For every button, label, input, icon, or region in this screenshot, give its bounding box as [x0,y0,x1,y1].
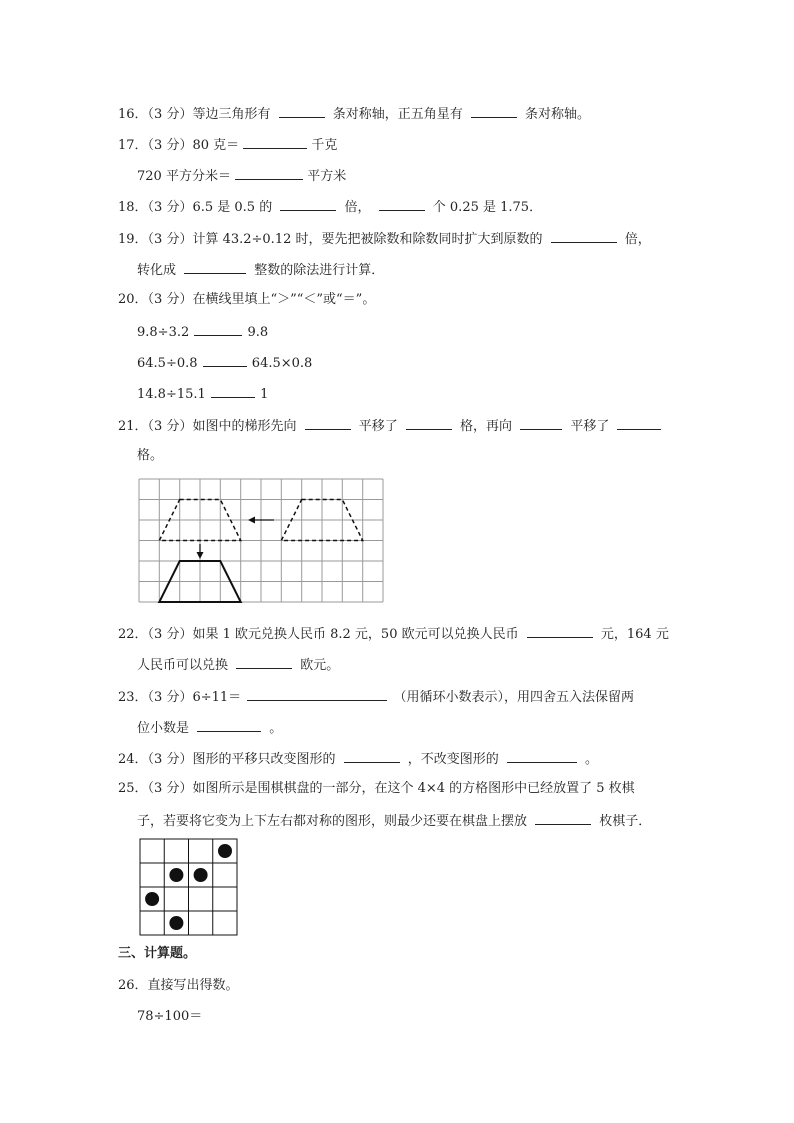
q20-row1-left: 9.8÷3.2 [137,325,190,340]
q16-text-c: 条对称轴。 [525,107,591,122]
q22-line1-b: 元，164 元 [600,627,669,642]
q21-text-c: 格，再向 [460,419,513,434]
q23-line1-a: 23．（3 分）6÷11＝ [118,690,242,705]
answer-blank[interactable] [406,416,452,430]
go-stone [218,844,232,858]
question-21-line-2 [137,447,163,465]
question-19-line-1 [118,229,651,249]
q22-line1-a: 22．（3 分）如果 1 欧元兑换人民币 8.2 元，50 欧元可以兑换人民币 [118,627,519,642]
answer-blank[interactable] [280,197,336,211]
q20-row1-right: 9.8 [247,325,269,340]
answer-blank[interactable] [551,229,617,243]
answer-blank[interactable] [243,135,307,149]
question-22-line-2 [137,655,339,675]
q20-row-2 [137,353,312,373]
q20-row-3 [137,384,268,404]
go-stone [169,916,183,930]
question-17-line-2 [137,166,346,186]
go-stone [169,868,183,882]
q21-text-a: 21．（3 分）如图中的梯形先向 [118,419,297,434]
answer-blank[interactable] [197,718,261,732]
q24-text-a: 24．（3 分）图形的平移只改变图形的 [118,752,336,767]
section-3-title [118,945,196,963]
question-22-line-1 [118,624,669,644]
question-26-title [118,977,239,995]
q19-line1-b: 倍， [624,232,651,247]
question-16 [118,104,590,124]
answer-blank[interactable] [305,416,351,430]
q18-text-c: 个 0.25 是 1.75． [432,200,543,215]
q20-row3-right: 1 [260,387,269,402]
q24-text-c: 。 [585,752,599,767]
q20-row3-left: 14.8÷15.1 [137,387,206,402]
q17-line2-a: 720 平方分米＝ [137,169,231,184]
q21-line2: 格。 [137,448,164,463]
answer-blank[interactable] [527,624,593,638]
q26-item-1 [137,1008,202,1026]
answer-blank[interactable] [279,104,325,118]
question-17-line-1 [118,135,337,155]
q22-line2-a: 人民币可以兑换 [137,658,229,673]
q18-text-a: 18．（3 分）6.5 是 0.5 的 [118,200,273,215]
answer-blank[interactable] [235,166,303,180]
q16-text-a: 16．（3 分）等边三角形有 [118,107,271,122]
q23-line2-b: 。 [269,721,283,736]
answer-blank[interactable] [194,322,242,336]
question-21-line-1 [118,416,665,436]
q26-item1-text: 78÷100＝ [137,1009,203,1024]
question-25-line-1 [118,780,635,798]
go-stone [194,868,208,882]
q19-line1-a: 19．（3 分）计算 43.2÷0.12 时，要先把被除数和除数同时扩大到原数的 [118,232,543,247]
down-arrow-icon [197,544,204,559]
q25-line2-b: 枚棋子． [599,814,652,829]
q17-line1-b: 千克 [311,138,338,153]
answer-blank[interactable] [236,655,292,669]
answer-blank[interactable] [535,811,591,825]
q20-row-1 [137,322,268,342]
q24-text-b: ，不改变图形的 [407,752,499,767]
q26-title: 26．直接写出得数。 [118,978,239,993]
answer-blank[interactable] [471,104,517,118]
q25-line1: 25．（3 分）如图所示是围棋棋盘的一部分，在这个 4×4 的方格图形中已经放置了 5 枚棋 [118,781,635,796]
q20-title: 20．（3 分）在横线里填上“＞”“＜”或“＝”。 [118,292,376,307]
q20-row2-left: 64.5÷0.8 [137,356,198,371]
question-23-line-2 [137,718,282,738]
answer-blank[interactable] [211,384,255,398]
q18-text-b: 倍， [344,200,371,215]
trapezoid-translation-figure [136,478,386,608]
q19-line2-b: 整数的除法进行计算． [254,263,385,278]
answer-blank[interactable] [507,749,577,763]
question-18 [118,197,542,217]
q19-line2-a: 转化成 [137,263,177,278]
q23-line1-b: （用循环小数表示），用四舍五入法保留两 [393,690,634,705]
section-3-title-text: 三、计算题。 [118,946,197,961]
q23-line2-a: 位小数是 [137,721,190,736]
question-20-title [118,291,375,309]
question-25-line-2 [137,811,651,831]
q25-line2-a: 子，若要将它变为上下左右都对称的图形，则最少还要在棋盘上摆放 [137,814,528,829]
q20-row2-right: 64.5×0.8 [251,356,313,371]
go-stone [145,892,159,906]
q22-line2-b: 欧元。 [300,658,340,673]
q21-text-b: 平移了 [358,419,398,434]
q17-line2-b: 平方米 [307,169,347,184]
answer-blank[interactable] [184,260,246,274]
answer-blank[interactable] [520,416,562,430]
answer-blank[interactable] [379,197,425,211]
question-23-line-1 [118,687,634,707]
q21-text-d: 平移了 [570,419,610,434]
go-board-figure [139,838,239,938]
answer-blank[interactable] [203,353,247,367]
q16-text-b: 条对称轴，正五角星有 [332,107,463,122]
question-24 [118,749,598,769]
answer-blank[interactable] [247,687,387,701]
answer-blank[interactable] [617,416,661,430]
q17-line1-a: 17．（3 分）80 克＝ [118,138,240,153]
question-19-line-2 [137,260,384,280]
answer-blank[interactable] [344,749,400,763]
